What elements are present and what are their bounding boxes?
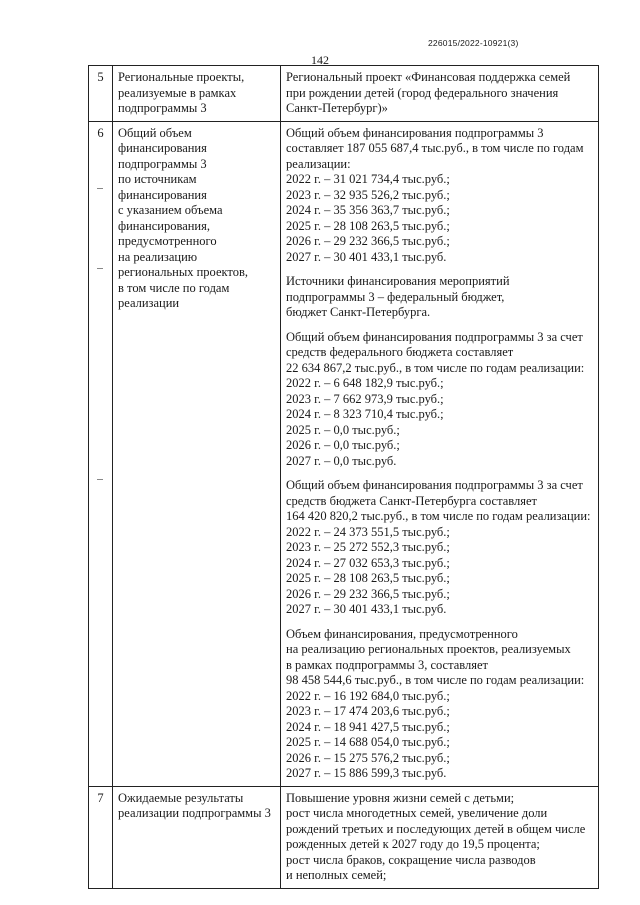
program-table [88, 65, 599, 889]
text-line: 2025 г. – 28 108 263,5 тыс.руб.; [286, 571, 450, 585]
text-line: 2025 г. – 28 108 263,5 тыс.руб.; [286, 218, 450, 233]
text-line: 2023 г. – 7 662 973,9 тыс.руб.; [286, 391, 444, 406]
row-value-cell [281, 121, 599, 786]
text-line: 2026 г. – 0,0 тыс.руб.; [286, 438, 400, 452]
text-line: составляет 187 055 687,4 тыс.руб., в том числе по годам [286, 141, 584, 155]
table-row [89, 121, 599, 786]
text-line: 22 634 867,2 тыс.руб., в том числе по годам реализации: [286, 360, 585, 375]
text-line: 2024 г. – 18 941 427,5 тыс.руб.; [286, 719, 450, 734]
text-line: Повышение уровня жизни семей с детьми; [286, 790, 515, 805]
row-label: Общий объем финансирования подпрограммы 3 по источникам финансирования с указанием объема финансирования, предусмотренного на реализацию региональных проектов, в том числе по годам реализации [118, 125, 248, 310]
text-line: реализации: [286, 156, 351, 171]
row-number: 6 [89, 121, 113, 786]
row-label-cell [113, 66, 281, 122]
text-block [286, 791, 593, 884]
text-line: 2027 г. – 0,0 тыс.руб. [286, 453, 397, 468]
text-line: на реализацию региональных проектов, реализуемых [286, 642, 571, 656]
text-line: подпрограммы 3 – федеральный бюджет, [286, 289, 505, 304]
row-number: 5 [89, 66, 113, 122]
text-line: Санкт-Петербург)» [286, 101, 388, 115]
text-line: Общий объем финансирования подпрограммы 3 [286, 125, 544, 140]
text-line: Региональный проект «Финансовая поддержка семей [286, 70, 571, 84]
row-label-cell [113, 786, 281, 888]
text-line: 2022 г. – 16 192 684,0 тыс.руб.; [286, 688, 450, 703]
row-number: 7 [89, 786, 113, 888]
text-line: 2022 г. – 31 021 734,4 тыс.руб.; [286, 172, 450, 186]
text-line: средств бюджета Санкт-Петербурга составляет [286, 493, 537, 508]
text-line: 2026 г. – 15 275 576,2 тыс.руб.; [286, 750, 450, 765]
text-line: 2025 г. – 14 688 054,0 тыс.руб.; [286, 735, 450, 749]
text-line: и неполных семей; [286, 868, 387, 882]
text-line: Объем финансирования, предусмотренного [286, 626, 518, 641]
text-block [286, 330, 593, 470]
text-block [286, 274, 593, 321]
text-line: средств федерального бюджета составляет [286, 345, 514, 359]
row-value-cell [281, 786, 599, 888]
row-label: Ожидаемые результаты реализации подпрограммы 3 [118, 790, 271, 820]
table-row [89, 786, 599, 888]
text-line: 2023 г. – 32 935 526,2 тыс.руб.; [286, 187, 450, 202]
text-line: рост числа браков, сокращение числа разводов [286, 852, 536, 867]
text-line: 2026 г. – 29 232 366,5 тыс.руб.; [286, 586, 450, 601]
text-line: 2026 г. – 29 232 366,5 тыс.руб.; [286, 234, 450, 248]
row-value-cell [281, 66, 599, 122]
text-line: рост числа многодетных семей, увеличение доли [286, 806, 548, 820]
document-number: 226015/2022-10921(3) [428, 38, 519, 48]
text-line: Общий объем финансирования подпрограммы 3 за счет [286, 329, 583, 344]
text-line: в рамках подпрограммы 3, составляет [286, 657, 488, 672]
text-line: рожденных детей к 2027 году до 19,5 процента; [286, 837, 540, 851]
text-line: 2025 г. – 0,0 тыс.руб.; [286, 422, 400, 437]
text-line: 2022 г. – 24 373 551,5 тыс.руб.; [286, 524, 450, 539]
table-row [89, 66, 599, 122]
text-line: 2027 г. – 30 401 433,1 тыс.руб. [286, 602, 447, 616]
text-line: рождений третьих и последующих детей в общем числе [286, 821, 586, 836]
text-block [286, 70, 593, 117]
text-line: 2023 г. – 17 474 203,6 тыс.руб.; [286, 704, 450, 718]
text-line: 2024 г. – 35 356 363,7 тыс.руб.; [286, 203, 450, 217]
text-line: 2023 г. – 25 272 552,3 тыс.руб.; [286, 540, 450, 554]
text-line: 2024 г. – 27 032 653,3 тыс.руб.; [286, 555, 450, 570]
text-line: 2027 г. – 15 886 599,3 тыс.руб. [286, 766, 447, 780]
text-line: 164 420 820,2 тыс.руб., в том числе по годам реализации: [286, 509, 591, 523]
text-line: Общий объем финансирования подпрограммы 3 за счет [286, 478, 583, 492]
text-block [286, 126, 593, 266]
text-line: Источники финансирования мероприятий [286, 274, 510, 288]
text-line: 2024 г. – 8 323 710,4 тыс.руб.; [286, 407, 444, 421]
page-number: 142 [311, 53, 329, 67]
text-block [286, 478, 593, 618]
row-label: Региональные проекты, реализуемые в рамках подпрограммы 3 [118, 70, 245, 115]
text-line: при рождении детей (город федерального значения [286, 85, 559, 100]
text-line: 2022 г. – 6 648 182,9 тыс.руб.; [286, 376, 444, 390]
table-body [89, 66, 599, 889]
row-label-cell [113, 121, 281, 786]
text-line: бюджет Санкт-Петербурга. [286, 305, 431, 319]
text-line: 2027 г. – 30 401 433,1 тыс.руб. [286, 249, 447, 264]
text-line: 98 458 544,6 тыс.руб., в том числе по годам реализации: [286, 673, 585, 687]
text-block [286, 627, 593, 782]
